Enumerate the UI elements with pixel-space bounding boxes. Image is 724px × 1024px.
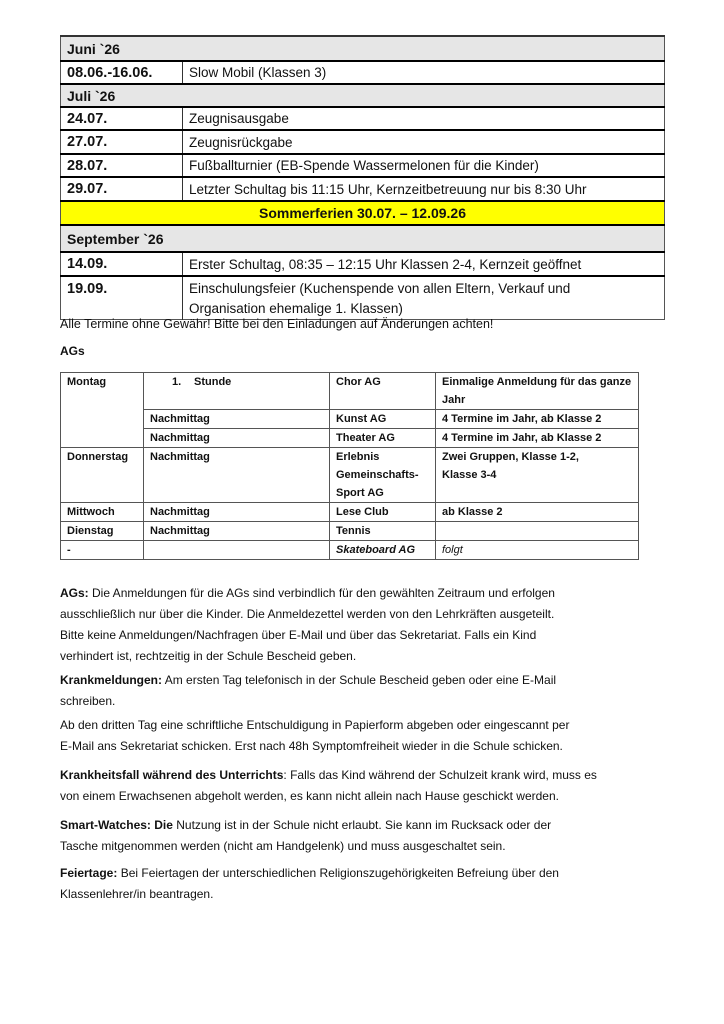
ag-name-line: Sport AG (336, 487, 384, 499)
table-row (61, 503, 639, 522)
note-line (60, 583, 555, 604)
ag-time: Nachmittag (144, 448, 330, 503)
note-text: Am ersten Tag telefonisch in der Schule Bescheid geben oder eine E-Mail (162, 673, 557, 687)
event-date: 19.09. (61, 276, 183, 320)
note-line: verhindert ist, rechtzeitig in der Schule Bescheid geben. (60, 649, 357, 663)
ag-day: Donnerstag (61, 448, 144, 503)
ag-time (144, 373, 330, 410)
ag-info: Einmalige Anmeldung für das ganze Jahr (436, 373, 639, 410)
event-description: Letzter Schultag bis 11:15 Uhr, Kernzeitbetreuung nur bis 8:30 Uhr (183, 177, 665, 201)
note-text: : Falls das Kind während der Schulzeit krank wird, muss es (283, 768, 597, 782)
note-label: Krankmeldungen: (60, 673, 163, 687)
ag-time-text: Stunde (194, 376, 232, 388)
table-row (61, 410, 639, 429)
ag-day: Dienstag (61, 522, 144, 541)
disclaimer-note: Alle Termine ohne Gewähr! Bitte bei den Einladungen auf Änderungen achten! (60, 317, 494, 331)
table-row (61, 429, 639, 448)
table-row (61, 154, 665, 177)
ag-info: ab Klasse 2 (436, 503, 639, 522)
ag-info-line: Zwei Gruppen, Klasse 1-2, (442, 451, 579, 463)
holiday-row (61, 201, 665, 225)
ag-info (436, 522, 639, 541)
ag-day: - (61, 541, 144, 560)
ag-time: Nachmittag (144, 522, 330, 541)
ag-name: Tennis (330, 522, 436, 541)
note-dritter-tag (60, 715, 569, 757)
note-line: Ab den dritten Tag eine schriftliche Entschuldigung in Papierform abgeben oder eingescannt per (60, 718, 570, 732)
note-text: Die Anmeldungen für die AGs sind verbindlich für den gewählten Zeitraum und erfolgen (88, 586, 555, 600)
note-line: Tasche mitgenommen werden (nicht am Handgelenk) und muss ausgeschaltet sein. (60, 839, 506, 853)
ag-name: Theater AG (330, 429, 436, 448)
table-row (61, 448, 639, 503)
month-header-row (61, 225, 665, 252)
table-row (61, 276, 665, 320)
ag-info (436, 448, 639, 503)
table-row (61, 107, 665, 130)
note-ags (60, 583, 555, 667)
ags-heading: AGs (60, 344, 85, 358)
note-text: Nutzung ist in der Schule nicht erlaubt. Sie kann im Rucksack oder der (172, 818, 552, 832)
note-label: Feiertage: (60, 866, 118, 880)
month-header-juli: Juli `26 (61, 84, 665, 107)
table-row (61, 177, 665, 201)
note-label: Smart-Watches: Die (60, 818, 173, 832)
ag-info: folgt (436, 541, 639, 560)
note-krankmeldungen (60, 670, 556, 712)
event-date: 29.07. (61, 177, 183, 201)
event-description: Zeugnisausgabe (183, 107, 665, 130)
event-date: 14.09. (61, 252, 183, 276)
table-row (61, 522, 639, 541)
list-number: 1. (172, 376, 182, 388)
ag-time: Nachmittag (144, 410, 330, 429)
note-line: E-Mail ans Sekretariat schicken. Erst nach 48h Symptomfreiheit wieder in die Schule schicken. (60, 739, 563, 753)
event-date: 28.07. (61, 154, 183, 177)
table-row (61, 130, 665, 154)
event-description: Fußballturnier (EB-Spende Wassermelonen für die Kinder) (183, 154, 665, 177)
note-line (60, 765, 597, 786)
ag-name: Lese Club (330, 503, 436, 522)
note-line: Klassenlehrer/in beantragen. (60, 887, 214, 901)
note-krankheitsfall (60, 765, 597, 807)
table-row (61, 252, 665, 276)
note-label: AGs: (60, 586, 89, 600)
ag-name-line: Erlebnis (336, 451, 380, 463)
event-date: 27.07. (61, 130, 183, 154)
note-line (60, 670, 556, 691)
event-description: Zeugnisrückgabe (183, 130, 665, 154)
ag-name: Skateboard AG (330, 541, 436, 560)
ags-table (60, 372, 639, 560)
table-row (61, 61, 665, 84)
ag-day: Mittwoch (61, 503, 144, 522)
event-date: 24.07. (61, 107, 183, 130)
note-line: Bitte keine Anmeldungen/Nachfragen über E-Mail und über das Sekretariat. Falls ein Kind (60, 628, 537, 642)
month-header-september: September `26 (61, 225, 665, 252)
note-line (60, 815, 551, 836)
note-line (60, 863, 559, 884)
event-description-text: Einschulungsfeier (Kuchenspende von allen Eltern, Verkauf und Organisation ehemalige 1. Klassen) (189, 281, 571, 316)
ag-time (144, 541, 330, 560)
month-header-row (61, 84, 665, 107)
note-feiertage (60, 863, 559, 905)
note-line: schreiben. (60, 694, 116, 708)
event-description: Erster Schultag, 08:35 – 12:15 Uhr Klassen 2-4, Kernzeit geöffnet (183, 252, 665, 276)
ag-name: Kunst AG (330, 410, 436, 429)
ag-day: Montag (61, 373, 144, 448)
month-header-row (61, 36, 665, 61)
table-row (61, 373, 639, 410)
ag-name-line: Gemeinschafts- (336, 469, 419, 481)
table-row (61, 541, 639, 560)
event-date: 08.06.-16.06. (61, 61, 183, 84)
summer-holiday-banner: Sommerferien 30.07. – 12.09.26 (61, 201, 665, 225)
note-label: Krankheitsfall während des Unterrichts (60, 768, 284, 782)
month-header-juni: Juni `26 (61, 36, 665, 61)
ag-info: 4 Termine im Jahr, ab Klasse 2 (436, 410, 639, 429)
event-description: Slow Mobil (Klassen 3) (183, 61, 665, 84)
event-description (183, 276, 665, 320)
note-line: ausschließlich nur über die Kinder. Die Anmeldezettel werden von den Lehrkräften ausgeteilt. (60, 607, 555, 621)
ag-info-line: Klasse 3-4 (442, 469, 497, 481)
ag-name: Chor AG (330, 373, 436, 410)
note-line: von einem Erwachsenen abgeholt werden, es kann nicht allein nach Hause geschickt werden. (60, 789, 559, 803)
termine-table (60, 35, 665, 320)
ag-time: Nachmittag (144, 429, 330, 448)
ag-time: Nachmittag (144, 503, 330, 522)
ag-info: 4 Termine im Jahr, ab Klasse 2 (436, 429, 639, 448)
note-smartwatches (60, 815, 551, 857)
ag-name (330, 448, 436, 503)
note-text: Bei Feiertagen der unterschiedlichen Religionszugehörigkeiten Befreiung über den (117, 866, 559, 880)
